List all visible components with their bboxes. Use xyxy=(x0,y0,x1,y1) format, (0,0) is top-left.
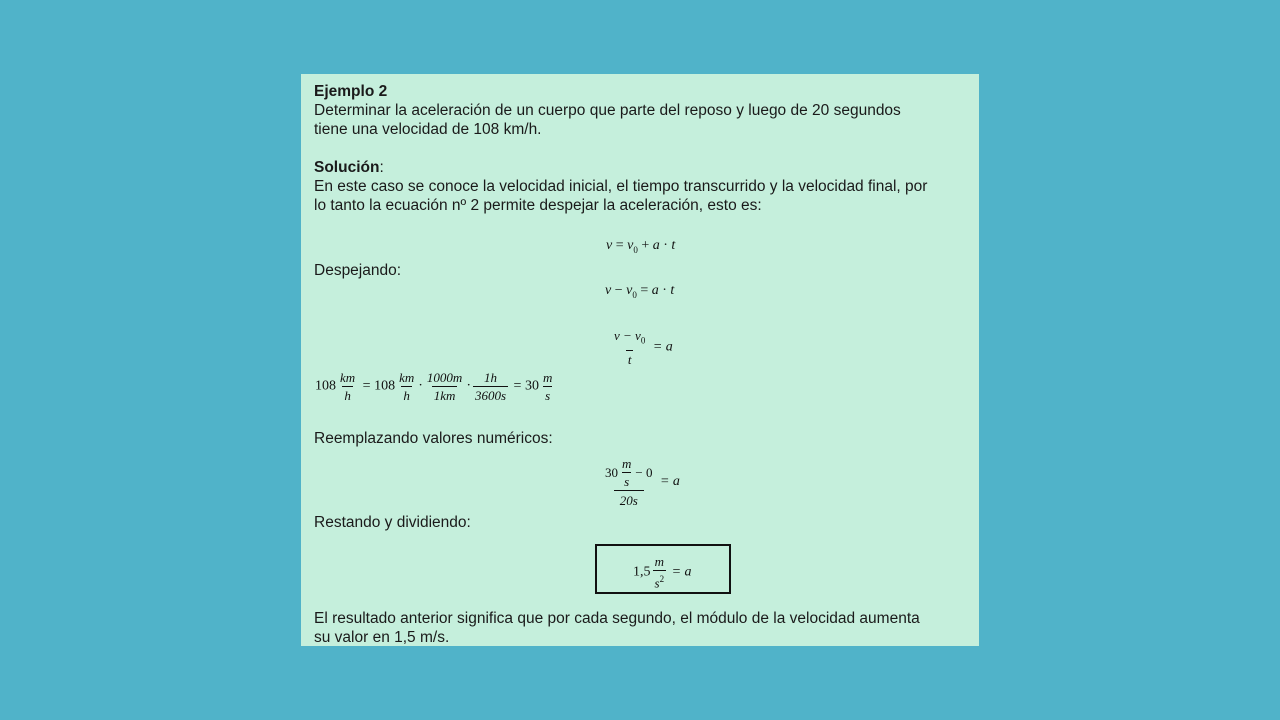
content-panel xyxy=(301,74,979,646)
problem-line-2: tiene una velocidad de 108 km/h. xyxy=(314,121,542,138)
conclusion-line-2: su valor en 1,5 m/s. xyxy=(314,629,450,646)
conclusion-line-1: El resultado anterior significa que por cada segundo, el módulo de la velocidad aumenta xyxy=(314,610,920,627)
result-box xyxy=(595,544,731,594)
equation-result: 1,5 $\frac{m}{s^2}$ = a xyxy=(633,554,692,591)
restando-label: Restando y dividiendo: xyxy=(314,514,471,531)
solution-heading xyxy=(314,158,384,177)
example-title: Ejemplo 2 xyxy=(314,83,388,100)
equation-unit-conversion: 108 $\frac{km}{h}$ = 108 $\frac{km}{h}$ · $\frac{1000m}{1km}$ · $\frac{1h}{3600s}$ = 30 $\frac{m}{s}$ xyxy=(315,370,553,403)
solution-line-1: En este caso se conoce la velocidad inicial, el tiempo transcurrido y la velocidad final, por xyxy=(314,178,928,195)
problem-line-1: Determinar la aceleración de un cuerpo que parte del reposo y luego de 20 segundos xyxy=(314,102,901,119)
equation-velocity: $v = v_0 + a \cdot t$ xyxy=(606,238,676,255)
despejando-label: Despejando: xyxy=(314,262,402,279)
equation-acceleration: $\frac{v - v_0}{t}$ = a xyxy=(614,328,673,367)
reemplazando-label: Reemplazando valores numéricos: xyxy=(314,430,553,447)
solution-label: Solución xyxy=(314,159,380,176)
solution-line-2: lo tanto la ecuación nº 2 permite despejar la aceleración, esto es: xyxy=(314,197,762,214)
equation-substitution: 30 $\frac{m}{s}$ − 0 20s = a xyxy=(605,456,680,508)
equation-rearranged: $v - v_0 = a \cdot t$ xyxy=(605,283,675,300)
solution-colon: : xyxy=(379,159,384,176)
